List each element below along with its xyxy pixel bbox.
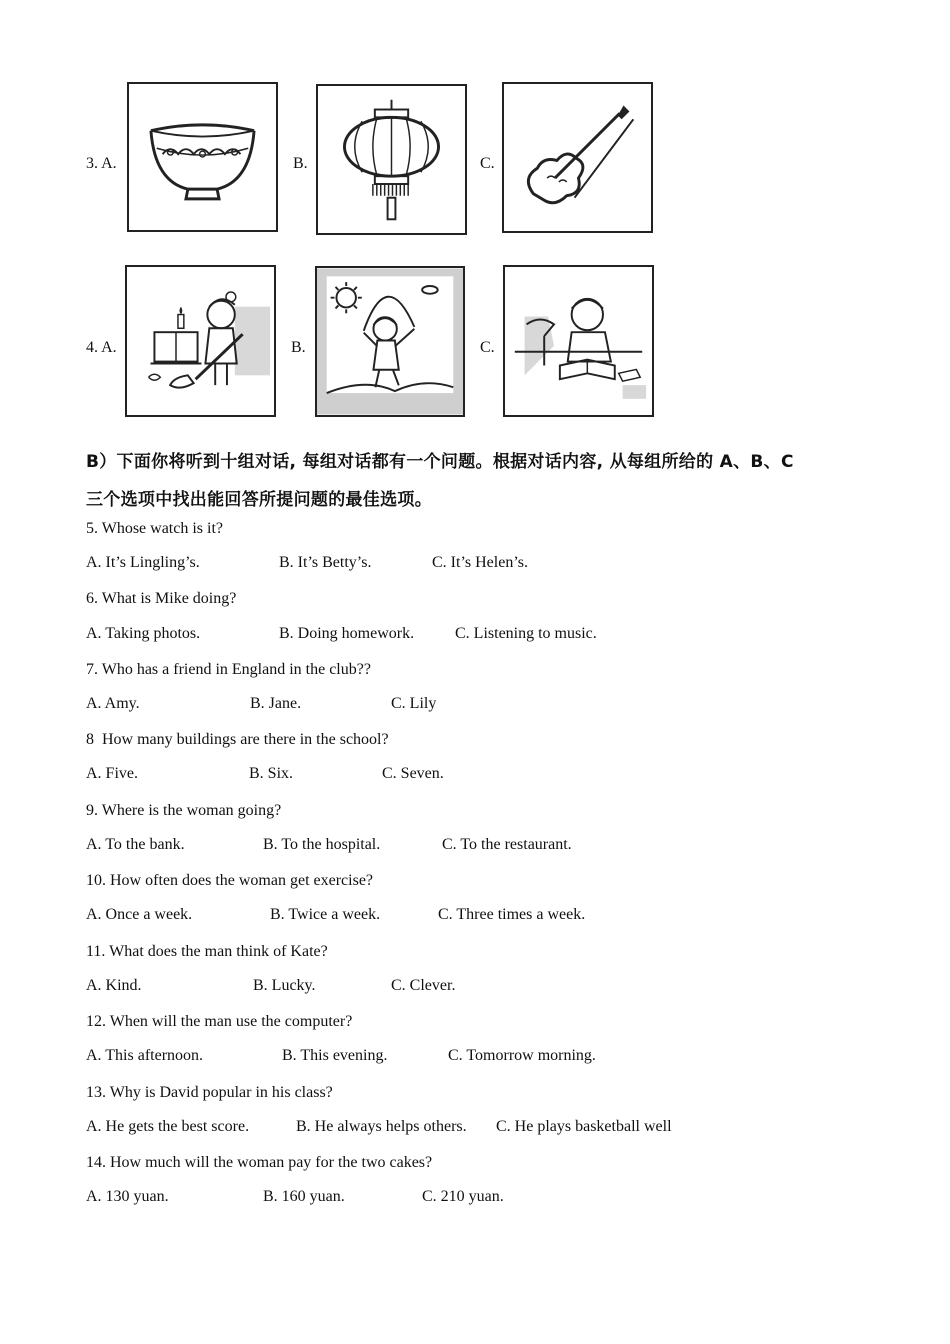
q4-option-b-label: B. (291, 339, 306, 356)
lantern-icon (318, 86, 465, 233)
q4-option-c-reading[interactable] (503, 265, 654, 417)
bowl-icon (129, 84, 276, 230)
q7-option-b[interactable]: B. Jane. (250, 695, 302, 712)
q6-option-a[interactable]: A. Taking photos. (86, 625, 201, 642)
q9-option-c[interactable]: C. To the restaurant. (442, 836, 572, 853)
q13-option-a[interactable]: A. He gets the best score. (86, 1118, 250, 1135)
q3-option-b-label: B. (293, 155, 308, 172)
q14-option-a[interactable]: A. 130 yuan. (86, 1188, 169, 1205)
q3-number-label: 3. A. (86, 155, 117, 172)
section-b-instruction-line1: B）下面你将听到十组对话, 每组对话都有一个问题。根据对话内容, 从每组所给的 A、B、C (86, 452, 794, 472)
q7-option-a[interactable]: A. Amy. (86, 695, 140, 712)
q13-option-c[interactable]: C. He plays basketball well (496, 1118, 672, 1135)
section-b-instruction-line2: 三个选项中找出能回答所提问题的最佳选项。 (86, 490, 432, 510)
question-13: 13. Why is David popular in his class? (86, 1084, 333, 1101)
violin-icon (504, 84, 651, 231)
q9-option-b[interactable]: B. To the hospital. (263, 836, 381, 853)
q11-option-a[interactable]: A. Kind. (86, 977, 142, 994)
q12-option-c[interactable]: C. Tomorrow morning. (448, 1047, 596, 1064)
q5-option-b[interactable]: B. It’s Betty’s. (279, 554, 372, 571)
q5-option-a[interactable]: A. It’s Lingling’s. (86, 554, 200, 571)
q12-option-a[interactable]: A. This afternoon. (86, 1047, 204, 1064)
question-5: 5. Whose watch is it? (86, 520, 224, 537)
q9-option-a[interactable]: A. To the bank. (86, 836, 185, 853)
q8-option-a[interactable]: A. Five. (86, 765, 138, 782)
boy-reading-book-icon (505, 267, 652, 415)
q14-option-b[interactable]: B. 160 yuan. (263, 1188, 345, 1205)
q3-option-c-violin[interactable] (502, 82, 653, 233)
question-9: 9. Where is the woman going? (86, 802, 282, 819)
q4-option-b-jumping-rope[interactable] (315, 266, 465, 417)
q4-option-a-sweeping[interactable] (125, 265, 276, 417)
q4-number-label: 4. A. (86, 339, 117, 356)
q11-option-b[interactable]: B. Lucky. (253, 977, 316, 994)
q3-option-a-bowl[interactable] (127, 82, 278, 232)
girl-jumping-rope-icon (317, 268, 463, 415)
girl-sweeping-floor-icon (127, 267, 274, 415)
q10-option-b[interactable]: B. Twice a week. (270, 906, 381, 923)
question-10: 10. How often does the woman get exercise? (86, 872, 374, 889)
q5-option-c[interactable]: C. It’s Helen’s. (432, 554, 528, 571)
q10-option-c[interactable]: C. Three times a week. (438, 906, 586, 923)
q12-option-b[interactable]: B. This evening. (282, 1047, 388, 1064)
q10-option-a[interactable]: A. Once a week. (86, 906, 193, 923)
question-7: 7. Who has a friend in England in the club?? (86, 661, 371, 678)
question-12: 12. When will the man use the computer? (86, 1013, 353, 1030)
question-6: 6. What is Mike doing? (86, 590, 237, 607)
q13-option-b[interactable]: B. He always helps others. (296, 1118, 467, 1135)
q6-option-b[interactable]: B. Doing homework. (279, 625, 415, 642)
q11-option-c[interactable]: C. Clever. (391, 977, 456, 994)
q3-option-c-label: C. (480, 155, 495, 172)
question-11: 11. What does the man think of Kate? (86, 943, 328, 960)
question-14: 14. How much will the woman pay for the two cakes? (86, 1154, 433, 1171)
q14-option-c[interactable]: C. 210 yuan. (422, 1188, 504, 1205)
question-8: 8 How many buildings are there in the school? (86, 731, 389, 748)
q8-option-c[interactable]: C. Seven. (382, 765, 444, 782)
q6-option-c[interactable]: C. Listening to music. (455, 625, 597, 642)
q7-option-c[interactable]: C. Lily (391, 695, 437, 712)
q3-option-b-lantern[interactable] (316, 84, 467, 235)
q4-option-c-label: C. (480, 339, 495, 356)
q8-option-b[interactable]: B. Six. (249, 765, 294, 782)
